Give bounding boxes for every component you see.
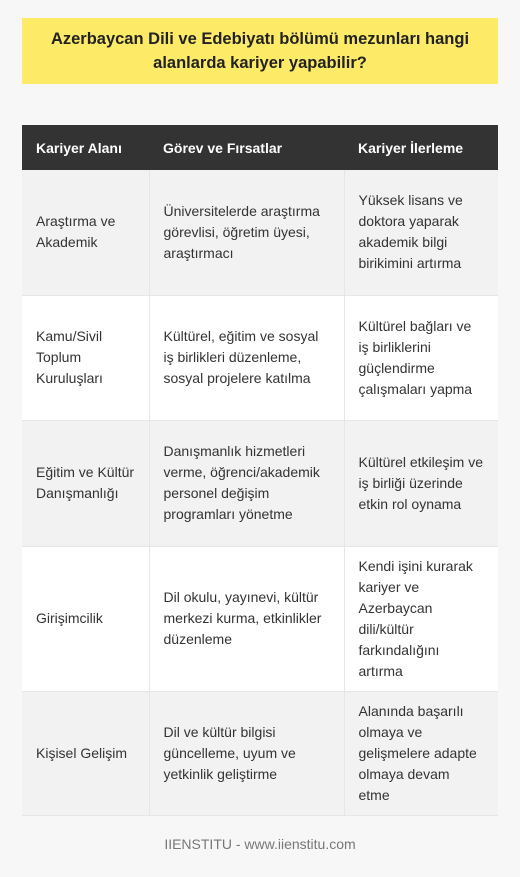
- table-cell: Kendi işini kurarak kariyer ve Azerbaycan dili/kültür farkındalığını artırma: [344, 546, 498, 691]
- table-row: [22, 170, 498, 295]
- table-cell: Kültürel bağları ve iş birliklerini güçlendirme çalışmaları yapma: [344, 295, 498, 420]
- table-cell: Dil okulu, yayınevi, kültür merkezi kurma, etkinlikler düzenleme: [149, 546, 344, 691]
- table-cell: Dil ve kültür bilgisi güncelleme, uyum ve yetkinlik geliştirme: [149, 691, 344, 815]
- table-header-row: [22, 125, 498, 170]
- table-cell: Kültürel, eğitim ve sosyal iş birlikleri düzenleme, sosyal projelere katılma: [149, 295, 344, 420]
- table-cell: Alanında başarılı olmaya ve gelişmelere adapte olmaya devam etme: [344, 691, 498, 815]
- column-header-career-area: Kariyer Alanı: [22, 125, 149, 170]
- table-cell: Kişisel Gelişim: [22, 691, 149, 815]
- table-cell: Üniversitelerde araştırma görevlisi, öğretim üyesi, araştırmacı: [149, 170, 344, 295]
- page-title: Azerbaycan Dili ve Edebiyatı bölümü mezunları hangi alanlarda kariyer yapabilir?: [50, 30, 470, 72]
- title-banner: [22, 18, 498, 84]
- table-cell: Danışmanlık hizmetleri verme, öğrenci/akademik personel değişim programları yönetme: [149, 420, 344, 546]
- table-row: [22, 691, 498, 815]
- column-header-progress: Kariyer İlerleme: [344, 125, 498, 170]
- table-cell: Araştırma ve Akademik: [22, 170, 149, 295]
- table-row: [22, 546, 498, 691]
- table-row: [22, 295, 498, 420]
- table-cell: Yüksek lisans ve doktora yaparak akademik bilgi birikimini artırma: [344, 170, 498, 295]
- table-cell: Girişimcilik: [22, 546, 149, 691]
- column-header-duties: Görev ve Fırsatlar: [149, 125, 344, 170]
- career-table: [22, 125, 498, 816]
- table-cell: Eğitim ve Kültür Danışmanlığı: [22, 420, 149, 546]
- table-cell: Kamu/Sivil Toplum Kuruluşları: [22, 295, 149, 420]
- footer-credit: IIENSTITU - www.iienstitu.com: [164, 836, 356, 852]
- table-cell: Kültürel etkileşim ve iş birliği üzerinde etkin rol oynama: [344, 420, 498, 546]
- table-row: [22, 420, 498, 546]
